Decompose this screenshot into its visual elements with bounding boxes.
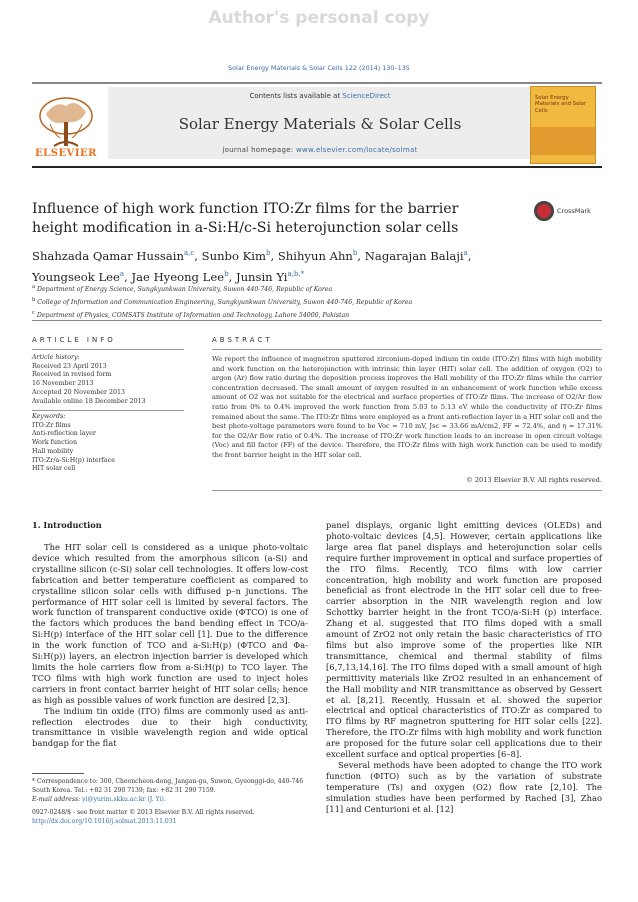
author-affil-mark[interactable]: b xyxy=(265,249,271,257)
crossmark-label: CrossMark xyxy=(557,207,591,215)
author-affil-mark[interactable]: a,b,* xyxy=(287,269,305,278)
cover-band xyxy=(531,127,596,155)
header-bottom-rule xyxy=(32,166,602,168)
keyword-item: Anti-reflection layer xyxy=(32,430,96,438)
article-title: Influence of high work function ITO:Zr films for the barrier height modification in a-Si:H/c-Si heterojunction solar cells xyxy=(32,201,459,236)
author-name: Shahzada Qamar Hussain xyxy=(32,248,184,263)
abstract-text: We report the influence of magnetron sputtered zirconium-doped indium tin oxide (ITO:Zr) films with high mobility and work function on the heterojunction with intrinsic thin layer (HIT) solar cell. The addition of oxygen (O2) to argon (Ar) flow ratio during the deposition process improves the Hall mobility of the ITO:Zr films while the carrier concentration decreased. The small amount of oxygen resulted in an enhancement of work function while excess amount of O2 was not suitable for the electrical and surface properties of ITO:Zr films. The increase of O2/Ar flow ratio from 0% to 0.4% improved the work function from 5.03 to 5.13 eV while the conductivity of ITO:Zr films remained about the same. The ITO:Zr films were employed as a front anti-reflection layer in a HIT solar cell and the best photo-voltage parameters were found to be Voc = 710 mV, Jsc = 33.66 mA/cm2, FF = 72.4%, and η = 17.31% for the O2/Ar flow ratio of 0.4%. The increase of ITO:Zr work function leads to an increase in open circuit voltage (Voc) and fill factor (FF) of the device. Therefore, the ITO:Zr films with high work function can be used to modify the front barrier height in the HIT solar cell. xyxy=(212,355,602,459)
journal-citation[interactable]: Solar Energy Materials & Solar Cells 122 (2014) 130–135 xyxy=(228,64,410,72)
cover-title: Solar Energy Materials and Solar Cells xyxy=(535,95,587,114)
keyword-item: ITO:Zr films xyxy=(32,421,71,429)
history-item: Received in revised form xyxy=(32,371,112,379)
author-affil-mark[interactable]: a xyxy=(119,269,125,278)
watermark: Author's personal copy xyxy=(208,8,430,28)
issn-block xyxy=(32,808,332,826)
keyword-item: Work function xyxy=(32,439,78,447)
author-affil-mark[interactable]: b xyxy=(224,269,229,278)
divider xyxy=(32,410,184,411)
author-name: Jae Hyeong Lee xyxy=(131,269,225,284)
contents-line xyxy=(108,92,532,100)
homepage-prefix: journal homepage: xyxy=(222,146,296,154)
footnote-rule xyxy=(32,773,84,774)
journal-cover-thumbnail[interactable] xyxy=(530,86,596,164)
abstract-copyright: © 2013 Elsevier B.V. All rights reserved. xyxy=(466,476,602,484)
section-heading-introduction: 1. Introduction xyxy=(32,520,102,530)
issn-line: 0927-0248/$ - see front matter © 2013 Elsevier B.V. All rights reserved. xyxy=(32,809,255,816)
keyword-item: ITO:Zr/a-Si:H(p) interface xyxy=(32,456,115,464)
body-paragraph: The HIT solar cell is considered as a unique photo-voltaic device which resulted from the amorphous silicon (a-Si) and crystalline silicon (c-Si) solar cell technologies. It offers low-cost fabrication and better temperature coefficient as compared to crystalline silicon solar cells with diffused p–n junctions. The performance of HIT solar cell is limited by several factors. The work function of transparent conductive oxide (ΦTCO) is one of the factors which produces the band bending effect in TCO/a-Si:H(p) interface of the HIT solar cell [1]. Due to the difference in the work function of TCO and a-Si:H(p) (ΦTCO and Φa-Si:H(p)) layers, an electron injection barrier is developed which limits the hole carriers flow from a-Si:H(p) to TCO layer. The TCO films with high work function are used to inject holes carriers in front contact barrier height of HIT solar cells; hence as high as possible values of work function are desired [2,3]. xyxy=(32,542,308,705)
body-column-right xyxy=(326,520,602,814)
history-item: 16 November 2013 xyxy=(32,380,94,388)
keywords xyxy=(32,413,192,474)
crossmark-badge[interactable] xyxy=(534,201,602,221)
author-name: Nagarajan Balaji xyxy=(364,248,464,263)
journal-header xyxy=(32,82,602,168)
body-paragraph: Several methods have been adopted to change the ITO work function (ΦITO) such as by the variation of substrate temperature (Ts) and oxygen (O2) flow rate [2,10]. The simulation studies have been performed by Rached [3], Zhao [11] and Centurioni et al. [12] xyxy=(326,759,602,814)
keyword-item: Hall mobility xyxy=(32,447,74,455)
body-paragraph: The indium tin oxide (ITO) films are commonly used as anti-reflection electrodes due to their high conductivity, transmittance in visible wavelength region and wide optical bandgap for the flat xyxy=(32,705,308,749)
sciencedirect-link[interactable]: ScienceDirect xyxy=(342,92,391,100)
homepage-link[interactable]: www.elsevier.com/locate/solmat xyxy=(296,146,418,154)
history-item: Received 23 April 2013 xyxy=(32,362,107,370)
divider xyxy=(212,349,602,350)
abstract-heading: ABSTRACT xyxy=(212,336,273,344)
body-column-left xyxy=(32,542,308,749)
history-item: Accepted 20 November 2013 xyxy=(32,388,126,396)
footnote-text: * Correspondence to: 300, Cheoncheon-dong, Jangan-gu, Suwon, Gyeonggi-do, 440-746 South Korea. Tel.: +82 31 290 7139; fax: +82 31 290 7159. xyxy=(32,778,304,794)
author-affil-mark[interactable]: a xyxy=(463,249,468,257)
body-paragraph: panel displays, organic light emitting devices (OLEDs) and photo-voltaic devices [4,5]. However, certain applications like large area flat panel displays and heterojunction solar cells require further improvement in optical and surface properties of the ITO films. Recently, TCO films with low carrier concentration, high mobility and work function are proposed beneficial as front electrode in the HIT solar cell due to free-carrier absorption in the NIR wavelength region and low Schottky barrier height in the front TCO/a-Si:H (p) interface. Zhang et al. suggested that ITO films doped with a small amount of ZrO2 not only retain the basic characteristics of ITO films but also improve some of the properties like NIR transmittance, chemical and thermal stability of films [6,7,13,14,16]. The ITO films doped with a small amount of high permittivity materials like ZrO2 resulted in an enhancement of the Hall mobility and NIR transmittance as observed by Gessert et al. [8,21]. Recently, Hussain et al. showed the superior electrical and optical characteristics of ITO:Zr as compared to ITO films by RF magnetron sputtering for HIT solar cells [22]. Therefore, the ITO:Zr films with high mobility and work function are proposed for the future solar cell applications due to their excellent surface and optical properties [6–8]. xyxy=(326,520,602,760)
affiliation-item: $^a$ Department of Energy Science, Sungkyunkwan University, Suwon 440-746, Republic of Korea xyxy=(32,284,333,294)
author-list xyxy=(32,244,602,286)
publisher-name: ELSEVIER xyxy=(35,148,97,159)
author-line-2: Youngseok Lee$^a$, Jae Hyeong Lee$^b$, Junsin $Yi^{a,b,*}$ xyxy=(32,269,305,284)
footnote-email-line: E-mail address: yi@yurim.skku.ac.kr (J. Yi). xyxy=(32,796,166,803)
history-item: Available online 18 December 2013 xyxy=(32,397,146,405)
correspondence-footnote xyxy=(32,777,308,804)
divider xyxy=(32,320,602,321)
author-name: Junsin Yi xyxy=(235,269,288,284)
article-info-heading: ARTICLE INFO xyxy=(32,336,116,344)
header-top-rule xyxy=(32,82,602,84)
author-line-1: Shahzada Qamar Hussain$^{a,c}$, Sunbo Kim$^b$, Shihyun Ahn$^b$, Nagarajan Balaji$^a$, xyxy=(32,248,472,263)
divider xyxy=(32,349,184,350)
author-affil-mark[interactable]: a,c xyxy=(183,249,195,257)
author-name: Youngseok Lee xyxy=(32,269,120,284)
author-name: Sunbo Kim xyxy=(201,248,266,263)
article-history xyxy=(32,354,192,406)
crossmark-icon xyxy=(534,201,554,221)
contents-prefix: Contents lists available at xyxy=(249,92,343,100)
journal-homepage xyxy=(108,146,532,154)
doi-link[interactable]: http://dx.doi.org/10.1016/j.solmat.2013.11.031 xyxy=(32,818,177,825)
journal-title: Solar Energy Materials & Solar Cells xyxy=(178,115,462,133)
history-heading: Article history: xyxy=(32,354,80,361)
divider xyxy=(212,490,602,491)
affiliation-item: $^c$ Department of Physics, COMSATS Institute of Information and Technology, Lahore 54000, Pakistan xyxy=(32,310,350,320)
email-link[interactable]: yi@yurim.skku.ac.kr (J. Yi). xyxy=(82,796,166,803)
author-name: Shihyun Ahn xyxy=(277,248,353,263)
keyword-item: HIT solar cell xyxy=(32,465,76,473)
author-affil-mark[interactable]: b xyxy=(352,249,358,257)
affiliation-item: $^b$ College of Information and Communication Engineering, Sungkyunkwan University, Suwon 440-746, Republic of Korea xyxy=(32,297,413,307)
affiliations xyxy=(32,282,602,321)
keywords-heading: Keywords: xyxy=(32,413,66,420)
